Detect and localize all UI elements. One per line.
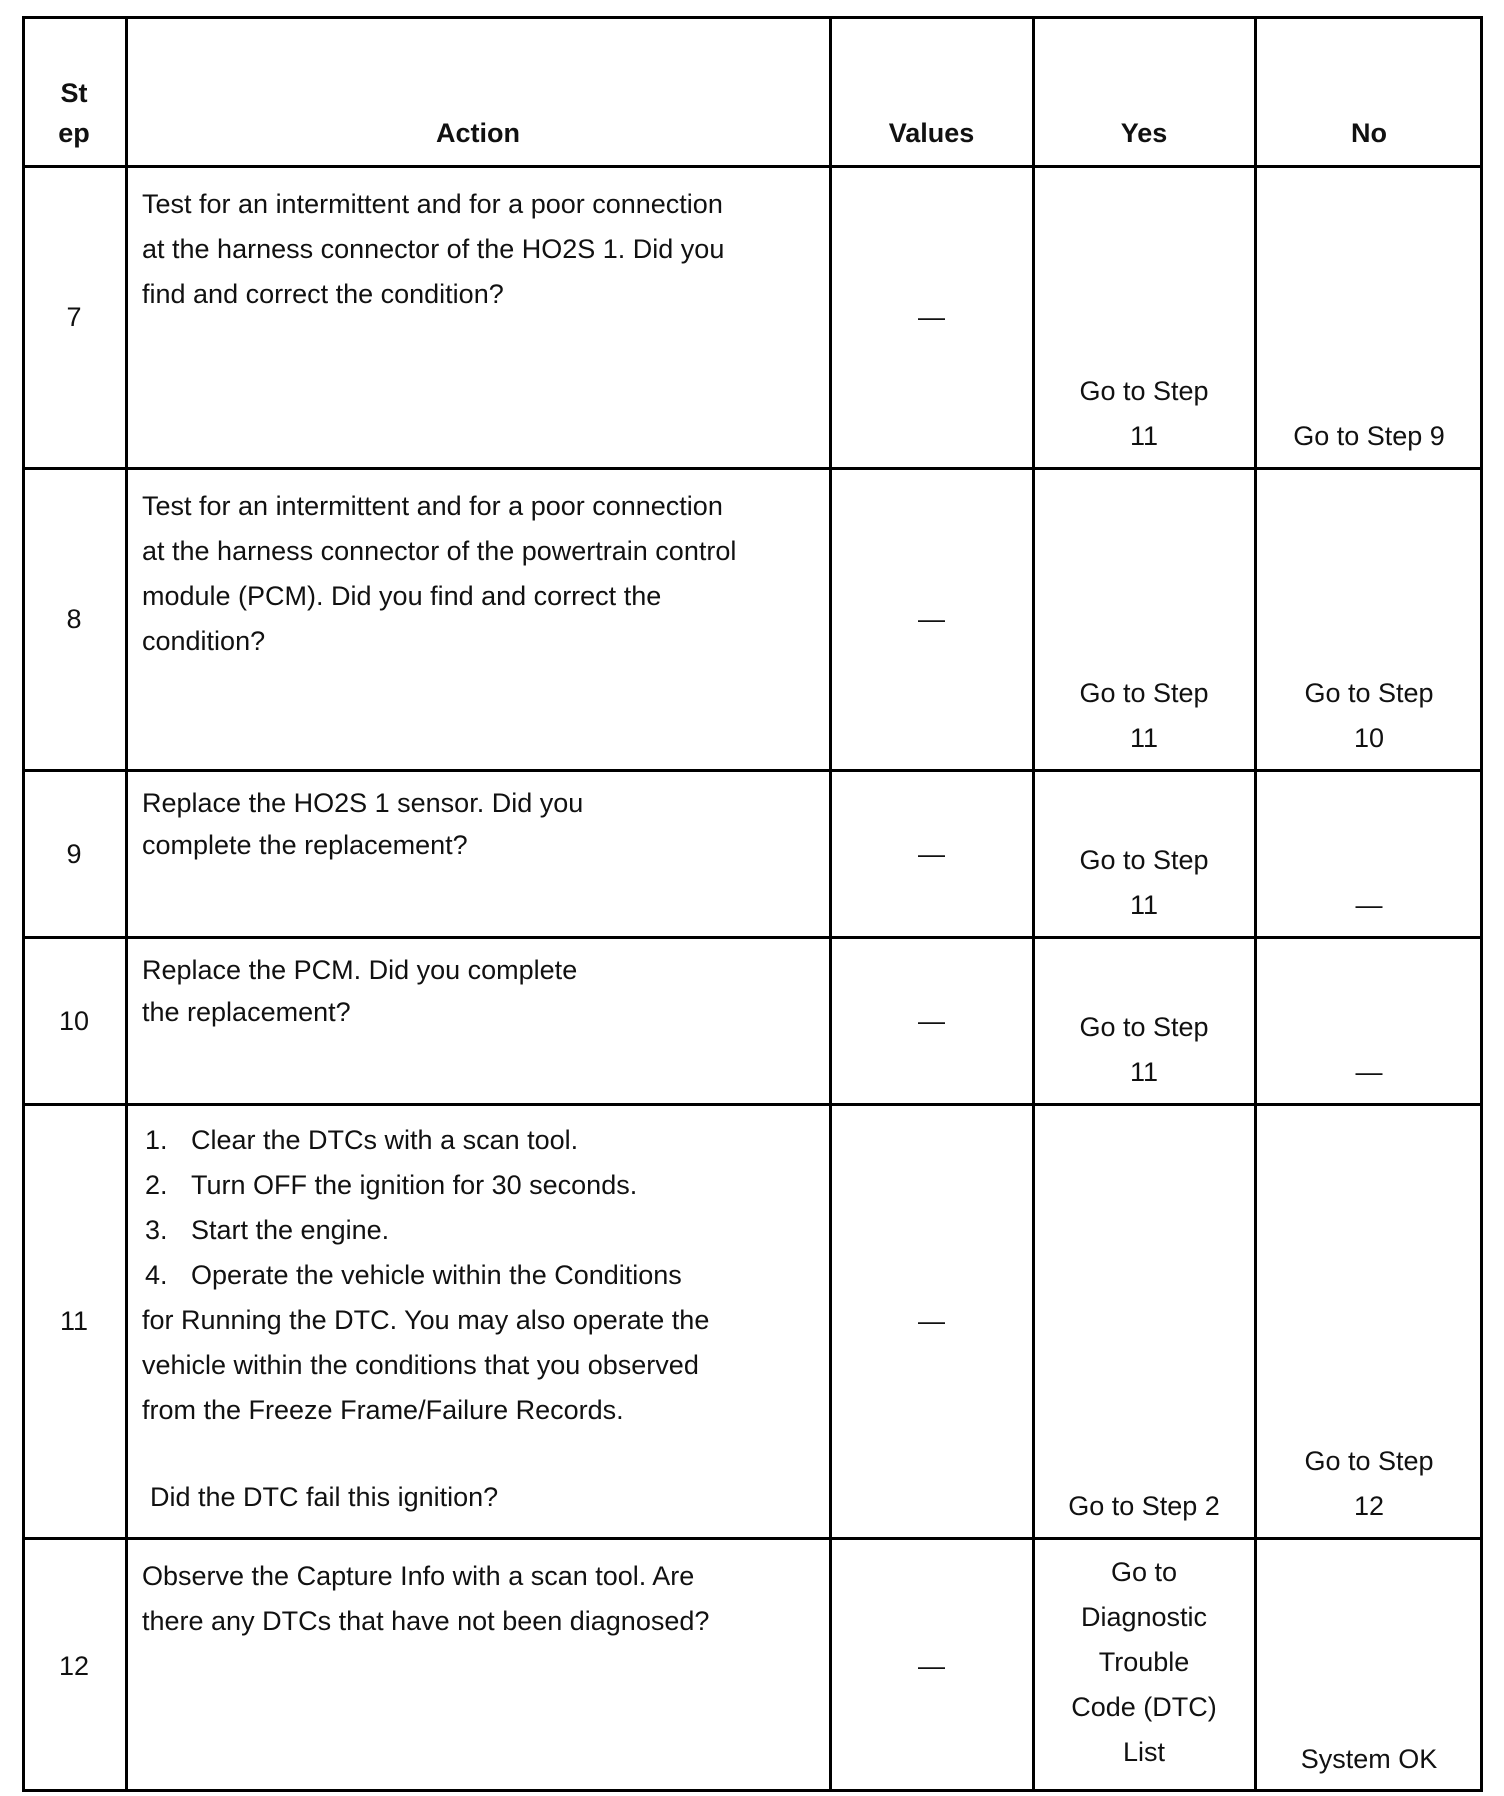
- action-line: at the harness connector of the powertrain control: [142, 536, 737, 566]
- no-line: 10: [1353, 723, 1385, 753]
- header-no: No: [1351, 118, 1387, 148]
- list-item: [142, 1208, 770, 1253]
- values-cell: —: [918, 302, 945, 332]
- action-cell: [126, 939, 830, 1103]
- yes-line: Go to Step 2: [1068, 1491, 1220, 1521]
- action-line: module (PCM). Did you find and correct the: [142, 581, 662, 611]
- step-number: 7: [66, 302, 82, 332]
- no-line: Go to Step: [1304, 678, 1434, 708]
- step-number: 8: [66, 604, 82, 634]
- no-line: Go to Step: [1304, 1446, 1434, 1476]
- action-question: Did the DTC fail this ignition?: [150, 1482, 499, 1512]
- yes-cell: [1033, 1540, 1255, 1792]
- table-row: [22, 168, 1483, 470]
- yes-cell: [1033, 168, 1255, 467]
- yes-line: Trouble: [1098, 1647, 1190, 1677]
- list-item-text: Turn OFF the ignition for 30 seconds.: [191, 1170, 638, 1200]
- header-action: Action: [436, 118, 520, 148]
- list-item: [142, 1253, 770, 1298]
- yes-cell: [1033, 1106, 1255, 1537]
- action-line: Replace the HO2S 1 sensor. Did you: [142, 788, 584, 818]
- yes-line: 11: [1129, 421, 1159, 451]
- values-cell: —: [918, 838, 945, 869]
- list-item-text: Start the engine.: [191, 1215, 390, 1245]
- action-line: Observe the Capture Info with a scan tool. Are: [142, 1561, 695, 1591]
- list-item-number: 4.: [145, 1260, 168, 1290]
- table-row: [22, 470, 1483, 772]
- no-line: Go to Step 9: [1293, 421, 1445, 451]
- action-line: from the Freeze Frame/Failure Records.: [142, 1395, 624, 1425]
- action-line: complete the replacement?: [142, 830, 468, 860]
- yes-line: 11: [1129, 723, 1159, 753]
- header-step-line1: St: [60, 78, 88, 108]
- values-cell: —: [918, 1650, 945, 1681]
- yes-line: 11: [1129, 1057, 1159, 1087]
- list-item-number: 1.: [145, 1125, 168, 1155]
- no-line: 12: [1353, 1491, 1385, 1521]
- yes-line: Go to Step: [1079, 678, 1209, 708]
- action-cell: [126, 1106, 830, 1537]
- action-line: Replace the PCM. Did you complete: [142, 955, 578, 985]
- yes-line: Go to: [1110, 1557, 1178, 1587]
- values-cell: —: [918, 1005, 945, 1036]
- action-line: at the harness connector of the HO2S 1. Did you: [142, 234, 725, 264]
- column-divider: [1032, 16, 1035, 1792]
- action-line: there any DTCs that have not been diagnosed?: [142, 1606, 710, 1636]
- no-cell: [1255, 939, 1483, 1103]
- step-number: 12: [58, 1650, 90, 1681]
- yes-line: Code (DTC): [1071, 1692, 1217, 1722]
- table-header-row: [22, 16, 1483, 168]
- yes-line: 11: [1129, 890, 1159, 920]
- no-line: —: [1355, 1057, 1383, 1087]
- step-number: 10: [58, 1005, 90, 1036]
- yes-cell: [1033, 470, 1255, 769]
- list-item: [142, 1118, 770, 1163]
- table-row: [22, 772, 1483, 939]
- diagnostic-table: [22, 16, 1483, 1792]
- column-divider: [1254, 16, 1257, 1792]
- list-item-number: 3.: [145, 1215, 168, 1245]
- action-cell: [126, 1540, 830, 1792]
- yes-line: Diagnostic: [1080, 1602, 1208, 1632]
- no-cell: [1255, 168, 1483, 467]
- header-values: Values: [888, 118, 975, 148]
- action-line: for Running the DTC. You may also operate the: [142, 1305, 710, 1335]
- step-number: 11: [59, 1306, 89, 1336]
- no-cell: [1255, 772, 1483, 936]
- table-row: [22, 1106, 1483, 1540]
- table-row: [22, 939, 1483, 1106]
- no-cell: [1255, 1106, 1483, 1537]
- yes-cell: [1033, 772, 1255, 936]
- action-cell: [126, 168, 830, 467]
- header-yes: Yes: [1120, 118, 1168, 148]
- action-line: condition?: [142, 626, 266, 656]
- column-divider: [829, 16, 832, 1792]
- yes-cell: [1033, 939, 1255, 1103]
- no-cell: [1255, 470, 1483, 769]
- yes-line: Go to Step: [1079, 845, 1209, 875]
- list-item: [142, 1163, 770, 1208]
- action-line: Test for an intermittent and for a poor connection: [142, 491, 723, 521]
- yes-line: List: [1122, 1737, 1166, 1767]
- header-step: [22, 16, 126, 165]
- list-item-text: Clear the DTCs with a scan tool.: [191, 1125, 579, 1155]
- values-cell: —: [918, 604, 945, 634]
- table-row: [22, 1540, 1483, 1792]
- action-cell: [126, 470, 830, 769]
- action-line: Test for an intermittent and for a poor connection: [142, 189, 723, 219]
- values-cell: —: [918, 1306, 945, 1336]
- no-cell: [1255, 1540, 1483, 1792]
- yes-line: Go to Step: [1079, 376, 1209, 406]
- yes-line: Go to Step: [1079, 1012, 1209, 1042]
- action-line: the replacement?: [142, 997, 351, 1027]
- list-item-number: 2.: [145, 1170, 168, 1200]
- list-item-text: Operate the vehicle within the Conditions: [191, 1260, 682, 1290]
- no-line: —: [1355, 890, 1383, 920]
- column-divider: [125, 16, 128, 1792]
- header-step-line2: ep: [58, 118, 90, 148]
- step-number: 9: [66, 838, 82, 869]
- action-line: vehicle within the conditions that you observed: [142, 1350, 699, 1380]
- no-line: System OK: [1300, 1744, 1438, 1774]
- action-cell: [126, 772, 830, 936]
- action-line: find and correct the condition?: [142, 279, 504, 309]
